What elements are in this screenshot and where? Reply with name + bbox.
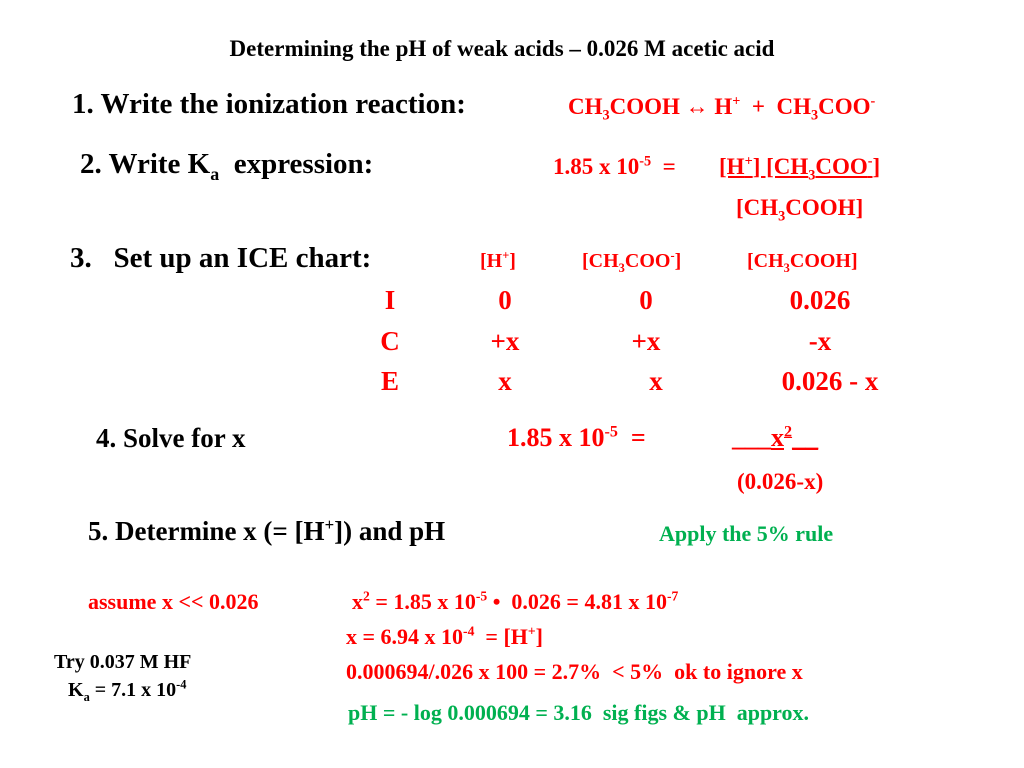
hydrogen-ion-charge: + <box>732 93 741 110</box>
plus-sign: + <box>751 94 766 119</box>
step4-label: 4. Solve for x <box>96 423 246 453</box>
ice-cell-acetate: +x <box>631 326 661 356</box>
product-sub: 3 <box>811 107 819 124</box>
ka-equals: = <box>662 154 676 179</box>
step2-label-sub: a <box>210 163 220 184</box>
step1-label: 1. Write the ionization reaction: <box>72 88 466 120</box>
product-ch: CH <box>776 94 812 119</box>
ka-numerator <box>719 153 881 184</box>
page-title: Determining the pH of weak acids – 0.026 M acetic acid <box>229 36 775 61</box>
num-d: ] <box>872 154 881 179</box>
work-line-4: pH = - log 0.000694 = 3.16 sig figs & pH approx. <box>348 700 810 725</box>
ka-exp: -5 <box>639 153 652 170</box>
ice-header-ac-a: [CH <box>582 250 619 272</box>
ice-header-ac-c: ] <box>674 250 682 272</box>
ice-cell-h: 0 <box>498 285 512 315</box>
work-line-1-exp2: -7 <box>666 588 679 604</box>
solve-x: x <box>771 423 784 452</box>
step2-label-a: 2. Write K <box>80 148 211 180</box>
ice-header-ac-b: COO <box>624 250 671 272</box>
hydrogen-ion: H <box>714 94 733 119</box>
ionization-reaction <box>568 93 876 124</box>
product-coo: COO <box>818 94 871 119</box>
reactant-ch: CH <box>568 94 603 119</box>
ice-header-ac-sub: 3 <box>618 261 625 275</box>
step5-label-sup: + <box>324 515 335 534</box>
step2-label <box>80 148 374 184</box>
ice-header-acetate <box>582 248 682 275</box>
ice-header-ac-sup: - <box>670 248 675 263</box>
work-line-1-sup: 2 <box>363 588 370 604</box>
work-line-2 <box>346 623 543 649</box>
den-b: COOH] <box>785 195 864 220</box>
num-c: COO <box>815 154 868 179</box>
work-line-1-exp: -5 <box>475 588 488 604</box>
ice-row-label: C <box>380 326 400 356</box>
num-c-sup: - <box>867 153 873 170</box>
work-line-3: 0.000694/.026 x 100 = 2.7% < 5% ok to ignore x <box>346 659 803 684</box>
ice-header-h <box>480 248 516 272</box>
num-a-sup: + <box>744 153 753 170</box>
ice-header-acid-a: [CH <box>747 250 784 272</box>
work-line-1-b: = 1.85 x 10 <box>369 589 476 614</box>
ice-cell-acetate: x <box>649 366 663 396</box>
try-line-2-a: K <box>68 679 84 701</box>
ice-cell-h: +x <box>490 326 520 356</box>
ka-value <box>553 155 681 178</box>
try-line-2-b: = 7.1 x 10 <box>89 679 177 701</box>
num-b-sub: 3 <box>808 167 816 184</box>
try-line-2 <box>68 677 187 704</box>
solve-blank-a: ___ <box>732 423 771 452</box>
num-a: [H <box>719 154 745 179</box>
reactant-sub: 3 <box>602 107 610 124</box>
work-line-1 <box>352 588 679 614</box>
solve-denominator: (0.026-x) <box>737 469 824 494</box>
ice-cell-acid: 0.026 <box>789 285 851 315</box>
work-line-2-exp: -4 <box>463 623 475 639</box>
work-line-1-c: • 0.026 = 4.81 x 10 <box>487 589 667 614</box>
solve-numerator <box>732 425 818 451</box>
product-charge: - <box>870 93 876 110</box>
ice-row-label: I <box>384 285 396 315</box>
equilibrium-arrow: ↔ <box>685 94 709 119</box>
five-percent-rule: Apply the 5% rule <box>659 521 834 546</box>
step5-label <box>88 515 446 546</box>
ka-denominator <box>736 195 864 225</box>
solve-lhs <box>507 425 646 451</box>
ice-cell-acetate: 0 <box>639 285 653 315</box>
solve-blank-b: __ <box>792 423 819 452</box>
ice-row-label: E <box>380 366 399 396</box>
work-line-1-a: x <box>352 589 363 614</box>
step5-label-a: 5. Determine x (= [H <box>88 516 325 546</box>
try-line-1: Try 0.037 M HF <box>54 651 192 673</box>
ice-header-acid-b: COOH] <box>789 250 858 272</box>
step5-label-b: ]) and pH <box>334 516 446 546</box>
reactant-cooh: COOH <box>609 94 680 119</box>
solve-lhs-exp: -5 <box>604 423 618 441</box>
solve-x-sup: 2 <box>784 423 793 441</box>
ice-header-h-b: ] <box>509 250 516 272</box>
ka-base: 1.85 x 10 <box>553 154 640 179</box>
num-b: ] [CH <box>752 154 809 179</box>
ice-header-h-a: [H <box>480 250 503 272</box>
step3-label: 3. Set up an ICE chart: <box>70 242 372 274</box>
ice-cell-h: x <box>498 366 512 396</box>
ice-header-h-sup: + <box>502 248 510 263</box>
den-sub: 3 <box>778 208 786 225</box>
work-line-2-c: ] <box>535 624 543 649</box>
try-line-2-sub: a <box>83 690 90 704</box>
solve-equals: = <box>630 423 646 452</box>
ice-cell-acid: -x <box>808 326 832 356</box>
work-line-2-b: = [H <box>474 624 528 649</box>
assumption: assume x << 0.026 <box>88 589 259 614</box>
ice-cell-acid: 0.026 - x <box>781 366 879 396</box>
ice-header-acid-sub: 3 <box>783 261 790 275</box>
work-line-2-sup: + <box>527 623 536 639</box>
step2-label-b: expression: <box>219 148 374 180</box>
try-line-2-exp: -4 <box>176 677 187 692</box>
ice-header-acid <box>747 250 858 275</box>
work-line-2-a: x = 6.94 x 10 <box>346 624 464 649</box>
den-a: [CH <box>736 195 779 220</box>
solve-lhs-base: 1.85 x 10 <box>507 423 605 452</box>
